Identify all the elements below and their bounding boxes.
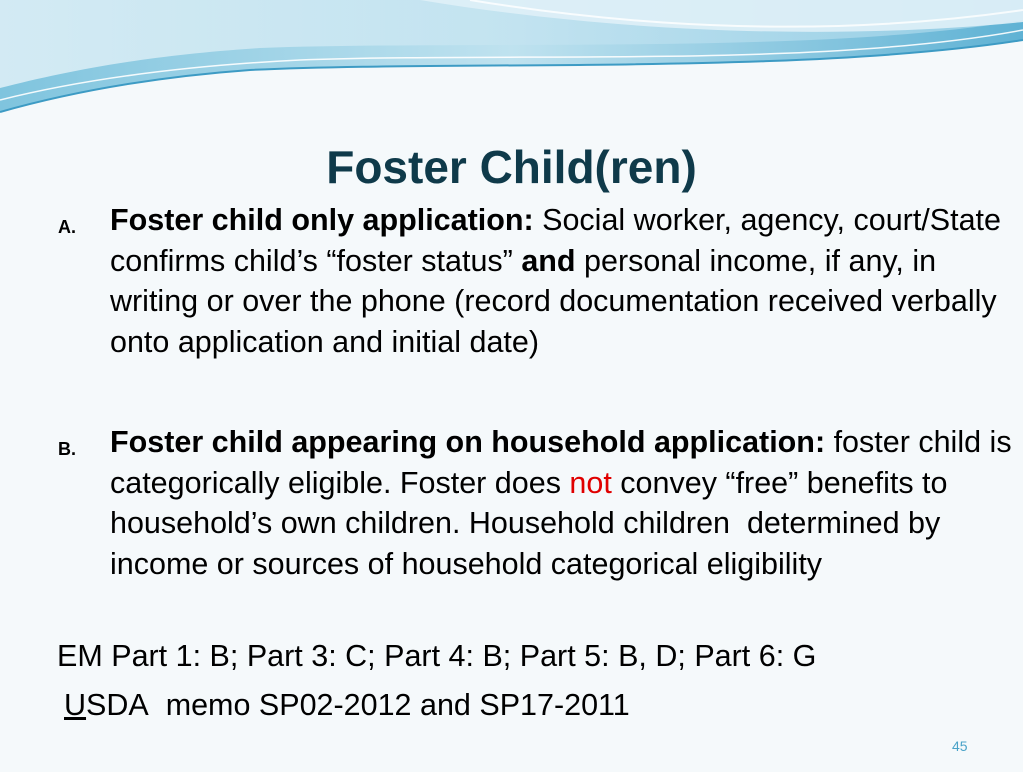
item-heading: Foster child appearing on household application: bbox=[110, 425, 826, 459]
item-heading: Foster child only application: bbox=[110, 203, 534, 237]
usda-reference bbox=[64, 685, 630, 725]
usda-reference-text: SDA memo SP02-2012 and SP17-2011 bbox=[86, 688, 630, 722]
list-item-text bbox=[110, 422, 1015, 585]
emphasis-word: not bbox=[569, 465, 612, 500]
list-item-text bbox=[110, 200, 1015, 363]
item-text-part: personal income, if any, in writing or over the phone (record documentation received verbally onto application and initial date) bbox=[110, 243, 997, 360]
em-reference: EM Part 1: B; Part 3: C; Part 4: B; Part 5: B, D; Part 6: G bbox=[57, 639, 817, 673]
usda-underlined-letter: U bbox=[64, 688, 87, 722]
item-text-part: convey “free” benefits to household’s own children. Household children determined by income or sources of household categorical eligibility bbox=[110, 465, 948, 582]
list-marker: A. bbox=[58, 217, 76, 237]
list-marker: B. bbox=[58, 439, 76, 459]
page-number: 45 bbox=[952, 738, 968, 754]
slide-title: Foster Child(ren) bbox=[326, 141, 697, 193]
header-wave-decoration bbox=[0, 0, 1023, 130]
item-text-part: foster child is categorically eligible. Foster does bbox=[110, 425, 1012, 500]
emphasis-word: and bbox=[521, 243, 576, 278]
item-text-part: Social worker, agency, court/State confirms child’s “foster status” bbox=[110, 203, 1001, 278]
